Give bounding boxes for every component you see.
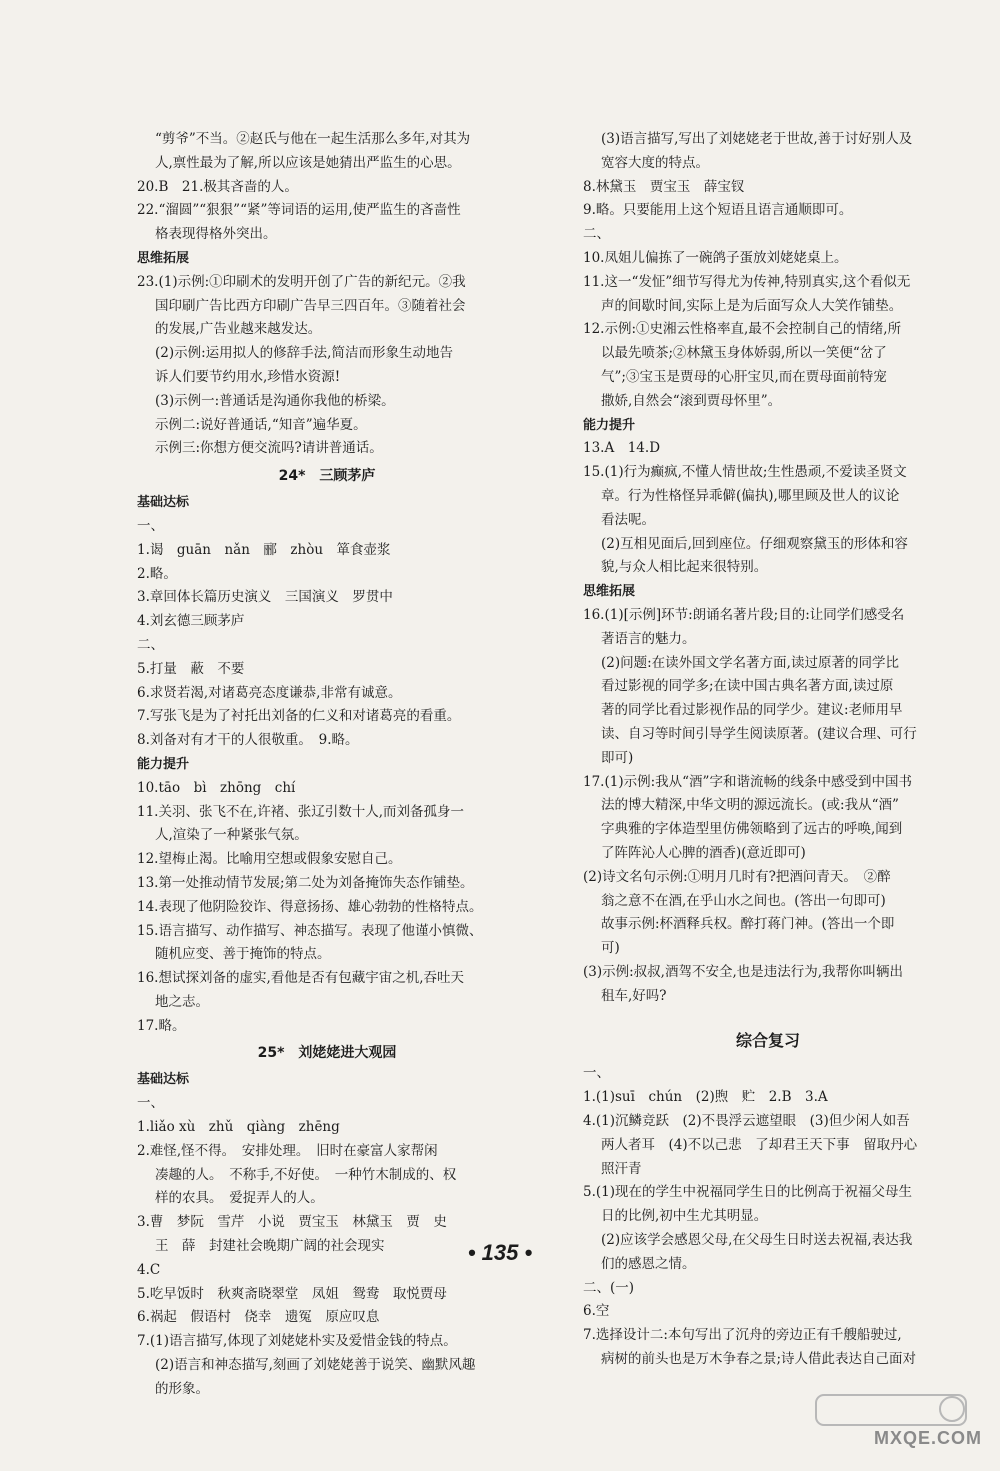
answer-line: 6.求贤若渴,对诸葛亮态度谦恭,非常有诚意。	[137, 684, 402, 701]
answer-line: 随机应变、善于掩饰的特点。	[155, 946, 331, 963]
answer-line: 地之志。	[155, 993, 209, 1010]
answer-line: 诉人们要节约用水,珍惜水资源!	[155, 368, 341, 385]
answer-line: 凑趣的人。 不称手,不好使。 一种竹木制成的、权	[155, 1166, 457, 1183]
watermark	[802, 1389, 982, 1449]
answer-line: (2)应该学会感恩父母,在父母生日时送去祝福,表达我	[601, 1232, 913, 1249]
answer-line: 13.A 14.D	[583, 440, 661, 457]
answer-line: (3)示例一:普通话是沟通你我他的桥梁。	[155, 392, 395, 409]
answer-line: 撒娇,自然会“滚到贾母怀里”。	[601, 392, 782, 409]
answer-line: 国印刷广告比西方印刷广告早三四百年。③随着社会	[155, 297, 466, 314]
right-column	[583, 128, 953, 1372]
answer-line: 日的比例,初中生尤其明显。	[601, 1208, 768, 1225]
answer-line: 一、	[583, 1065, 610, 1082]
section-heading: 思维拓展	[583, 584, 636, 600]
answer-line: 读、自习等时间引导学生阅读原著。(建议合理、可行	[601, 725, 917, 742]
answer-line: 4.C	[137, 1261, 161, 1278]
answer-line: 5.吃早饭时 秋爽斋晓翠堂 凤姐 鸳鸯 取悦贾母	[137, 1285, 447, 1302]
answer-line: 们的感恩之情。	[601, 1255, 696, 1272]
answer-line: 王 薛 封建社会晚期广阔的社会现实	[155, 1238, 385, 1255]
answer-line: 12.示例:①史湘云性格率直,最不会控制自己的情绪,所	[583, 321, 902, 338]
answer-line: 5.打量 蔽 不要	[137, 660, 245, 677]
answer-line: 看过影视的同学多;在读中国古典名著方面,读过原	[601, 678, 894, 695]
answer-line: 9.略。只要能用上这个短语且语言通顺即可。	[583, 202, 853, 219]
answer-line: 15.语言描写、动作描写、神态描写。表现了他谨小慎微、	[137, 922, 483, 939]
answer-line: 16.想试探刘备的虚实,看他是否有包藏宇宙之机,吞吐天	[137, 970, 465, 987]
answer-line: (2)问题:在读外国文学名著方面,读过原著的同学比	[601, 654, 899, 671]
answer-line: 10.凤姐儿偏拣了一碗鸽子蛋放刘姥姥桌上。	[583, 249, 848, 266]
answer-line: (2)语言和神态描写,刻画了刘姥姥善于说笑、幽默风趣	[155, 1357, 476, 1374]
answer-line: 2.略。	[137, 565, 177, 582]
answer-line: 气”;③宝玉是贾母的心肝宝贝,而在贾母面前特宠	[601, 368, 887, 385]
answer-line: 1.谒 guān nǎn 郦 zhòu 箪食壶浆	[137, 541, 391, 558]
answer-line: 法的博大精深,中华文明的源远流长。(或:我从“酒”	[601, 797, 899, 814]
answer-line: 病树的前头也是万木争春之景;诗人借此表达自己面对	[601, 1351, 917, 1368]
answer-line: 20.B 21.极其吝啬的人。	[137, 178, 298, 195]
section-heading: 基础达标	[137, 1072, 190, 1088]
lesson-title: 25* 刘姥姥进大观园	[257, 1045, 397, 1062]
answer-line: 11.关羽、张飞不在,许褚、张辽引数十人,而刘备孤身一	[137, 803, 465, 820]
answer-line: 的发展,广告业越来越发达。	[155, 321, 322, 338]
answer-line: 格表现得格外突出。	[155, 226, 277, 243]
answer-line: (2)诗文名句示例:①明月几时有?把酒问青天。 ②醉	[583, 868, 891, 885]
answer-line: 12.望梅止渴。比喻用空想或假象安慰自己。	[137, 851, 402, 868]
page-number: • 135 •	[467, 1240, 533, 1265]
answer-line: 声的间歇时间,实际上是为后面写众人大笑作铺垫。	[601, 297, 903, 314]
answer-line: 23.(1)示例:①印刷术的发明开创了广告的新纪元。②我	[137, 273, 466, 290]
answer-line: (2)互相见面后,回到座位。仔细观察黛玉的形体和容	[601, 535, 908, 552]
answer-line: 11.这一“发怔”细节写得尤为传神,特别真实,这个看似无	[583, 273, 911, 290]
section-heading: 能力提升	[137, 756, 190, 772]
answer-line: 即可)	[601, 749, 634, 766]
answer-line: “剪爷”不当。②赵氏与他在一起生活那么多年,对其为	[155, 131, 471, 147]
answer-line: 一、	[137, 1095, 164, 1112]
answer-line: 了阵阵沁人心脾的酒香)(意近即可)	[601, 844, 806, 861]
answer-line: 可)	[601, 940, 620, 957]
answer-line: 照汗青	[601, 1160, 642, 1177]
answer-line: 一、	[137, 517, 164, 534]
left-column	[137, 128, 517, 1402]
answer-line: 1.liǎo xù zhǔ qiàng zhēng	[137, 1119, 340, 1136]
answer-line: 1.(1)suī chún (2)煦 贮 2.B 3.A	[583, 1089, 828, 1106]
answer-line: 两人者耳 (4)不以己悲 了却君王天下事 留取丹心	[601, 1136, 918, 1153]
answer-line: 4.刘玄德三顾茅庐	[137, 613, 245, 630]
answer-line: 10.tāo bì zhōng chí	[137, 779, 296, 796]
answer-line: 3.曹 梦阮 雪芹 小说 贾宝玉 林黛玉 贾 史	[137, 1214, 447, 1231]
answer-line: 14.表现了他阴险狡诈、得意扬扬、雄心勃勃的性格特点。	[137, 898, 483, 915]
answer-line: 7.写张飞是为了衬托出刘备的仁义和对诸葛亮的看重。	[137, 708, 461, 725]
answer-line: 人,渲染了一种紧张气氛。	[155, 827, 308, 844]
answer-line: 故事示例:杯酒释兵权。醉打蒋门神。(答出一个即	[601, 916, 895, 933]
answer-line: 15.(1)行为癫疯,不懂人情世故;生性愚顽,不爱读圣贤文	[583, 464, 907, 481]
section-heading: 思维拓展	[137, 250, 190, 266]
answer-line: 5.(1)现在的学生中祝福同学生日的比例高于祝福父母生	[583, 1184, 913, 1201]
answer-line: 示例二:说好普通话,“知音”遍华夏。	[155, 416, 367, 433]
answer-line: 人,禀性最为了解,所以应该是她猜出严监生的心思。	[155, 154, 461, 171]
answer-line: 貌,与众人相比起来很特别。	[601, 559, 768, 576]
answer-line: 看法呢。	[601, 511, 655, 528]
answer-line: 示例三:你想方便交流吗?请讲普通话。	[155, 440, 383, 457]
answer-line: 7.选择设计二:本句写出了沉舟的旁边正有千艘船驶过,	[583, 1327, 902, 1344]
section-heading: 能力提升	[583, 417, 636, 433]
answer-line: 二、	[137, 636, 164, 653]
section-heading: 基础达标	[137, 495, 190, 511]
answer-line: 字典雅的字体造型里仿佛领略到了远古的呼唤,闻到	[601, 821, 903, 838]
answer-line: 的形象。	[155, 1380, 209, 1397]
answer-line: 8.刘备对有才干的人很敬重。 9.略。	[137, 732, 359, 749]
answer-line: 章。行为性格怪异乖僻(偏执),哪里顾及世人的议论	[601, 487, 900, 504]
answer-line: 租车,好吗?	[601, 987, 667, 1004]
answer-line: 著的同学比看过影视作品的同学少。建议:老师用早	[601, 702, 903, 719]
answer-line: 3.章回体长篇历史演义 三国演义 罗贯中	[137, 589, 393, 606]
answer-line: 样的农具。 爱捉弄人的人。	[155, 1190, 324, 1207]
answer-line: 16.(1)[示例]环节:朗诵名著片段;目的:让同学们感受名	[583, 606, 905, 623]
section-title: 综合复习	[735, 1031, 800, 1051]
watermark-text: MXQE.COM	[873, 1428, 982, 1448]
answer-line: 4.(1)沉鳞竞跃 (2)不畏浮云遮望眼 (3)但少闲人如吾	[583, 1113, 910, 1130]
answer-line: 以最先喷茶;②林黛玉身体娇弱,所以一笑便“岔了	[601, 345, 887, 362]
answer-line: 22.“溜圆”“狠狠”“紧”等词语的运用,使严监生的吝啬性	[137, 202, 461, 219]
answer-line: 6.祸起 假语村 侥幸 遗冤 原应叹息	[137, 1309, 380, 1326]
answer-line: 7.(1)语言描写,体现了刘姥姥朴实及爱惜金钱的特点。	[137, 1333, 457, 1350]
answer-line: (3)语言描写,写出了刘姥姥老于世故,善于讨好别人及	[601, 131, 913, 147]
answer-line: 6.空	[583, 1303, 610, 1320]
answer-line: 13.第一处推动情节发展;第二处为刘备掩饰失态作铺垫。	[137, 874, 474, 891]
answer-line: 二、	[583, 226, 610, 243]
answer-line: 17.略。	[137, 1017, 186, 1034]
answer-line: 2.难怪,怪不得。 安排处理。 旧时在豪富人家帮闲	[137, 1142, 438, 1159]
answer-line: 二、(一)	[583, 1279, 635, 1296]
answer-line: (2)示例:运用拟人的修辞手法,简洁而形象生动地告	[155, 345, 453, 362]
watermark-logo-icon	[812, 1389, 972, 1429]
answer-line: 8.林黛玉 贾宝玉 薛宝钗	[583, 178, 745, 195]
answer-line: 翁之意不在酒,在乎山水之间也。(答出一句即可)	[601, 892, 886, 909]
answer-line: 宽容大度的特点。	[601, 154, 709, 171]
lesson-title: 24* 三顾茅庐	[278, 468, 376, 485]
answer-line: 著语言的魅力。	[601, 630, 696, 647]
answer-line: 17.(1)示例:我从“酒”字和谐流畅的线条中感受到中国书	[583, 773, 912, 790]
answer-line: (3)示例:叔叔,酒驾不安全,也是违法行为,我帮你叫辆出	[583, 963, 904, 980]
